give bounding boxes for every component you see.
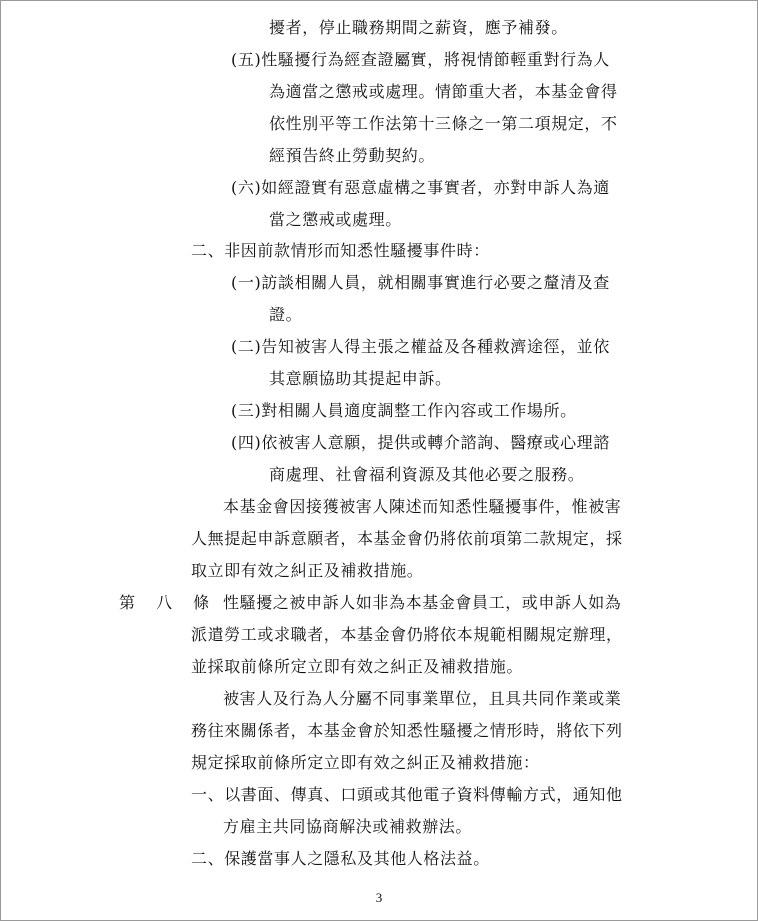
text-line: 取立即有效之糾正及補救措施。 (191, 561, 424, 580)
text-line: 經預告終止勞動契約。 (269, 146, 436, 165)
text-line: 派遣勞工或求職者，本基金會仍將依本規範相關規定辦理， (191, 625, 623, 644)
text-line: (三)對相關人員適度調整工作內容或工作場所。 (231, 401, 577, 420)
text-line: 依性別平等工作法第十三條之一第二項規定，不 (269, 114, 618, 133)
text-line: 擾者，停止職務期間之薪資，應予補發。 (269, 18, 568, 37)
text-line: 一、以書面、傳真、口頭或其他電子資料傳輸方式，通知他 (191, 785, 623, 804)
text-line: 人無提起申訴意願者，本基金會仍將依前項第二款規定，採 (191, 529, 623, 548)
text-line: 其意願協助其提起申訴。 (269, 369, 452, 388)
page-number: 3 (375, 890, 383, 905)
text-line: (四)依被害人意願，提供或轉介諮詢、醫療或心理諮 (231, 433, 610, 452)
text-line: 商處理、社會福利資源及其他必要之服務。 (269, 465, 585, 484)
text-line: 方雇主共同協商解決或補救辦法。 (223, 817, 473, 836)
text-line: 當之懲戒或處理。 (269, 210, 402, 229)
text-line: 二、非因前款情形而知悉性騷擾事件時： (191, 241, 490, 260)
text-line: 證。 (269, 305, 303, 324)
text-line: 性騷擾之被申訴人如非為本基金會員工，或申訴人如為 (223, 593, 622, 612)
text-line: 務往來關係者，本基金會於知悉性騷擾之情形時，將依下列 (191, 721, 623, 740)
text-line: (六)如經證實有惡意虛構之事實者，亦對申訴人為適 (231, 178, 610, 197)
text-line: 並採取前條所定立即有效之糾正及補救措施。 (191, 657, 524, 676)
text-line: 為適當之懲戒或處理。情節重大者，本基金會得 (269, 82, 618, 101)
text-line: 規定採取前條所定立即有效之糾正及補救措施： (191, 753, 540, 772)
text-line: (五)性騷擾行為經查證屬實，將視情節輕重對行為人 (231, 50, 610, 69)
text-line: (二)告知被害人得主張之權益及各種救濟途徑，並依 (231, 337, 610, 356)
text-line: (一)訪談相關人員，就相關事實進行必要之釐清及查 (231, 273, 610, 292)
text-line: 二、保護當事人之隱私及其他人格法益。 (191, 849, 490, 868)
text-line: 被害人及行為人分屬不同事業單位，且具共同作業或業 (223, 689, 622, 708)
article-label: 第 八 條 (119, 593, 218, 612)
text-line: 本基金會因接獲被害人陳述而知悉性騷擾事件，惟被害 (223, 497, 622, 516)
